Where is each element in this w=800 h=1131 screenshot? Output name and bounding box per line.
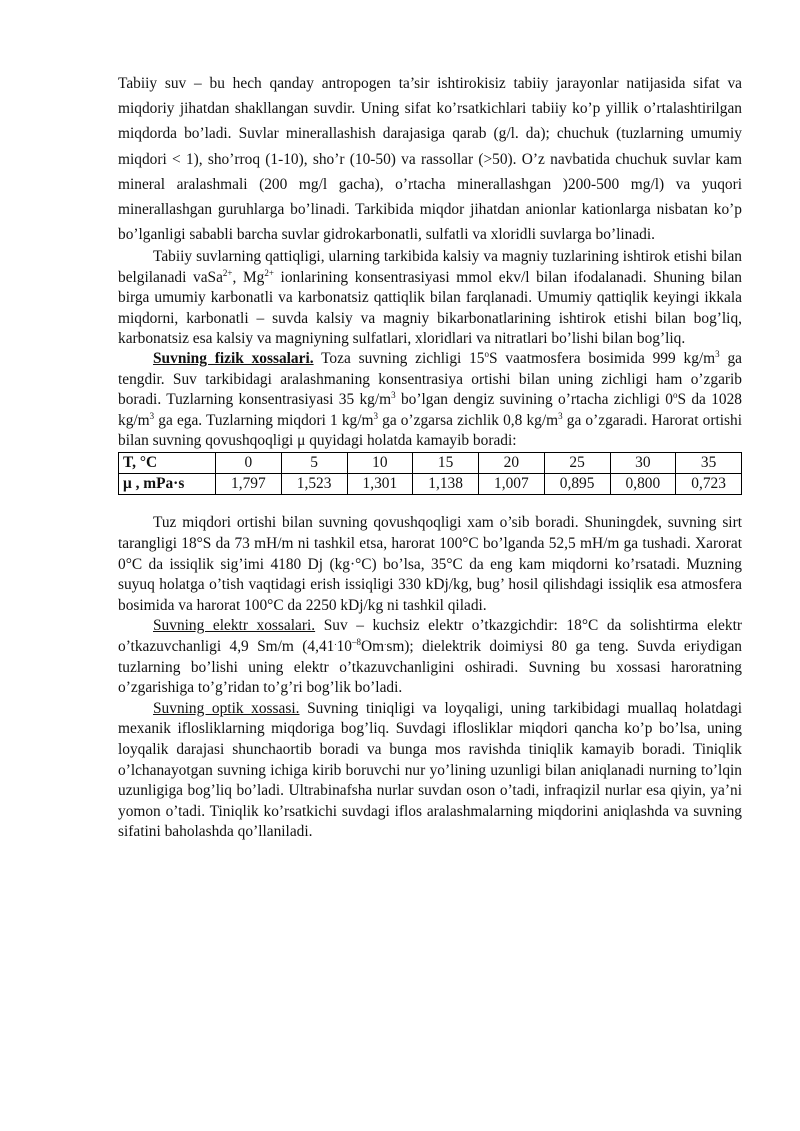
physical-text-d: bo’lgan dengiz suvining o’rtacha zichligi 0	[395, 391, 673, 409]
superscript-degree: o	[672, 390, 678, 401]
superscript-cube: 3	[715, 349, 720, 360]
table-cell: 1,301	[347, 474, 413, 495]
table-cell: 1,138	[413, 474, 479, 495]
paragraph-optical-properties	[118, 699, 742, 843]
paragraph-hardness	[118, 247, 742, 349]
table-cell: 0,723	[676, 474, 742, 495]
table-cell: 15	[413, 453, 479, 474]
document-page	[118, 71, 742, 843]
electrical-text-d: sm); dielektrik doimiysi 80 ga teng. Suvda eriydigan tuzlarning bo’lishi uning elektr o’tkazuvchanligini oshiradi. Suvning bu xossasi haroratning o’zgarishiga to’g’ridan to’g’ri bog’lik bo’ladi.	[118, 638, 742, 697]
table-header-temperature: T, °C	[119, 453, 216, 474]
superscript-cube: 3	[149, 410, 155, 421]
superscript-charge: 2+	[222, 267, 233, 278]
paragraph-physical-properties	[118, 349, 742, 451]
table-cell: 25	[544, 453, 610, 474]
table-cell: 20	[479, 453, 545, 474]
table-header-viscosity: μ , mPa·s	[119, 474, 216, 495]
physical-text-b: S vaatmosfera bosimida 999 kg/m	[489, 350, 716, 368]
table-row-viscosity	[119, 474, 742, 495]
section-heading-physical: Suvning fizik xossalari.	[153, 350, 314, 368]
table-cell: 10	[347, 453, 413, 474]
table-cell: 0,800	[610, 474, 676, 495]
optical-text: Suvning tiniqligi va loyqaligi, uning tarkibidagi muallaq holatdagi mexanik iflosliklarning miqdoriga bog’liq. Suvdagi iflosliklar miqdori qancha ko’p bo’lsa, uning loyqalik darajasi shunchaortib boradi va bunga mos ravishda tiniqlik kamayib boradi. Tiniqlik o’lchanayotgan suvning ichiga kirib boruvchi nur yo’lining uzunligi bilan aniqlanadi nurning to’lqin uzunligiga bog’liq bo’ladi. Ultrabinafsha nurlar suvdan oson o’tadi, infraqizil nurlar esa qiyin, ya’ni yomon o’tadi. Tiniqlik ko’rsatkichi suvdagi iflos aralashmalarning miqdorini aniqlashda va suvning sifatini baholashda qo’llaniladi.	[118, 699, 742, 841]
paragraph-electrical-properties	[118, 616, 742, 698]
hardness-text-c: ionlarining konsentrasiyasi mmol ekv/l bilan ifodalanadi. Shuning bilan birga umumiy karbonatli va karbonatsiz qattiqlik bilan farqlanadi. Umumiy qattiqlik keyingi ikkala miqdorni, karbonatli – suvda kalsiy va magniy bikarbonatlarining ishtirok etishi bilan bog’liq, karbonatsiz esa kalsiy va magniyning sulfatlari, xloridlari va nitratlari bo’lishi bilan bog’liq.	[118, 268, 742, 348]
electrical-text-c: Om	[360, 638, 385, 656]
physical-text-a: Toza suvning zichligi 15	[313, 350, 485, 368]
section-heading-optical: Suvning optik xossasi.	[153, 699, 300, 717]
superscript-cube: 3	[391, 390, 396, 401]
superscript-dot: .	[384, 636, 387, 647]
table-cell: 1,797	[216, 474, 282, 495]
table-cell: 0,895	[544, 474, 610, 495]
hardness-text-a: Tabiiy suvlarning qattiqligi, ularning tarkibida kalsiy va magniy tuzlarining ishtirok etishi bilan belgilanadi vaSa	[118, 248, 742, 286]
section-heading-electrical: Suvning elektr xossalari.	[153, 617, 316, 635]
table-cell: 5	[281, 453, 347, 474]
table-cell: 0	[216, 453, 282, 474]
physical-text-g: ga o’zgarsa zichlik 0,8 kg/m	[378, 411, 559, 429]
physical-text-e: S da 1028 kg/m	[118, 391, 742, 429]
viscosity-table	[118, 452, 742, 495]
table-cell: 1,007	[479, 474, 545, 495]
paragraph-natural-water: Tabiiy suv – bu hech qanday antropogen ta’sir ishtirokisiz tabiiy jarayonlar natijasida sifat va miqdoriy jihatdan shakllangan suvdir. Uning sifat ko’rsatkichlari tabiiy ko’p yillik o’rtalashtirilgan miqdorda bo’ladi. Suvlar minerallashish darajasiga qarab (g/l. da); chuchuk (tuzlarning umumiy miqdori < 1), sho’rroq (1-10), sho’r (10-50) va rassollar (>50). O’z navbatida chuchuk suvlar kam mineral aralashmali (200 mg/l gacha), o’rtacha minerallashgan )200-500 mg/l) va yuqori minerallashgan guruhlarga bo’linadi. Tarkibida miqdor jihatdan anionlar kationlarga nisbatan ko’p bo’lganligi sababli barcha suvlar gidrokarbonatli, sulfatli va xloridli suvlarga bo’linadi.	[118, 75, 742, 244]
superscript-exponent: –8	[351, 636, 361, 647]
table-cell: 35	[676, 453, 742, 474]
electrical-text-b: 10	[336, 638, 352, 656]
table-cell: 30	[610, 453, 676, 474]
physical-text-f: ga ega. Tuzlarning miqdori 1 kg/m	[154, 411, 374, 429]
physical-text-h: ga o’zgaradi. Harorat ortishi bilan suvning qovushqoqligi μ quyidagi holatda kamayib boradi:	[118, 411, 743, 450]
superscript-cube: 3	[373, 410, 378, 421]
paragraph-salt-viscosity: Tuz miqdori ortishi bilan suvning qovushqoqligi xam o’sib boradi. Shuningdek, suvning sirt tarangligi 18°S da 73 mH/m ni tashkil etsa, harorat 100°C bo’lganda 52,5 mH/m ga tushadi. Xarorat 0°C da issiqlik sig’imi 4180 Dj (kg·°C) bo’lsa, 35°C da eng kam miqdorni ko’rsatadi. Muzning suyuq holatga o’tish vaqtidagi erish issiqligi 330 kDj/kg, bug’ hosil qilishdagi issiqlik esa atmosfera bosimida va harorat 100°C da 2250 kDj/kg ni tashkil qiladi.	[118, 514, 742, 614]
superscript-dot: .	[334, 636, 337, 647]
physical-text-c: ga tengdir. Suv tarkibidagi aralashmaning konsentrasiya ortishi bilan uning zichligi ham o’zgarib boradi. Tuzlarning konsentrasiyasi 35 kg/m	[118, 350, 742, 409]
table-row-temperature	[119, 453, 742, 474]
superscript-charge: 2+	[264, 267, 274, 278]
superscript-degree: o	[484, 349, 489, 360]
electrical-text-a: Suv – kuchsiz elektr o’tkazgichdir: 18°C da solishtirma elektr o’tkazuvchanligi 4,9 Sm/m (4,41	[118, 617, 742, 656]
hardness-text-b: , Mg	[232, 268, 265, 286]
table-cell: 1,523	[281, 474, 347, 495]
superscript-cube: 3	[558, 410, 563, 421]
